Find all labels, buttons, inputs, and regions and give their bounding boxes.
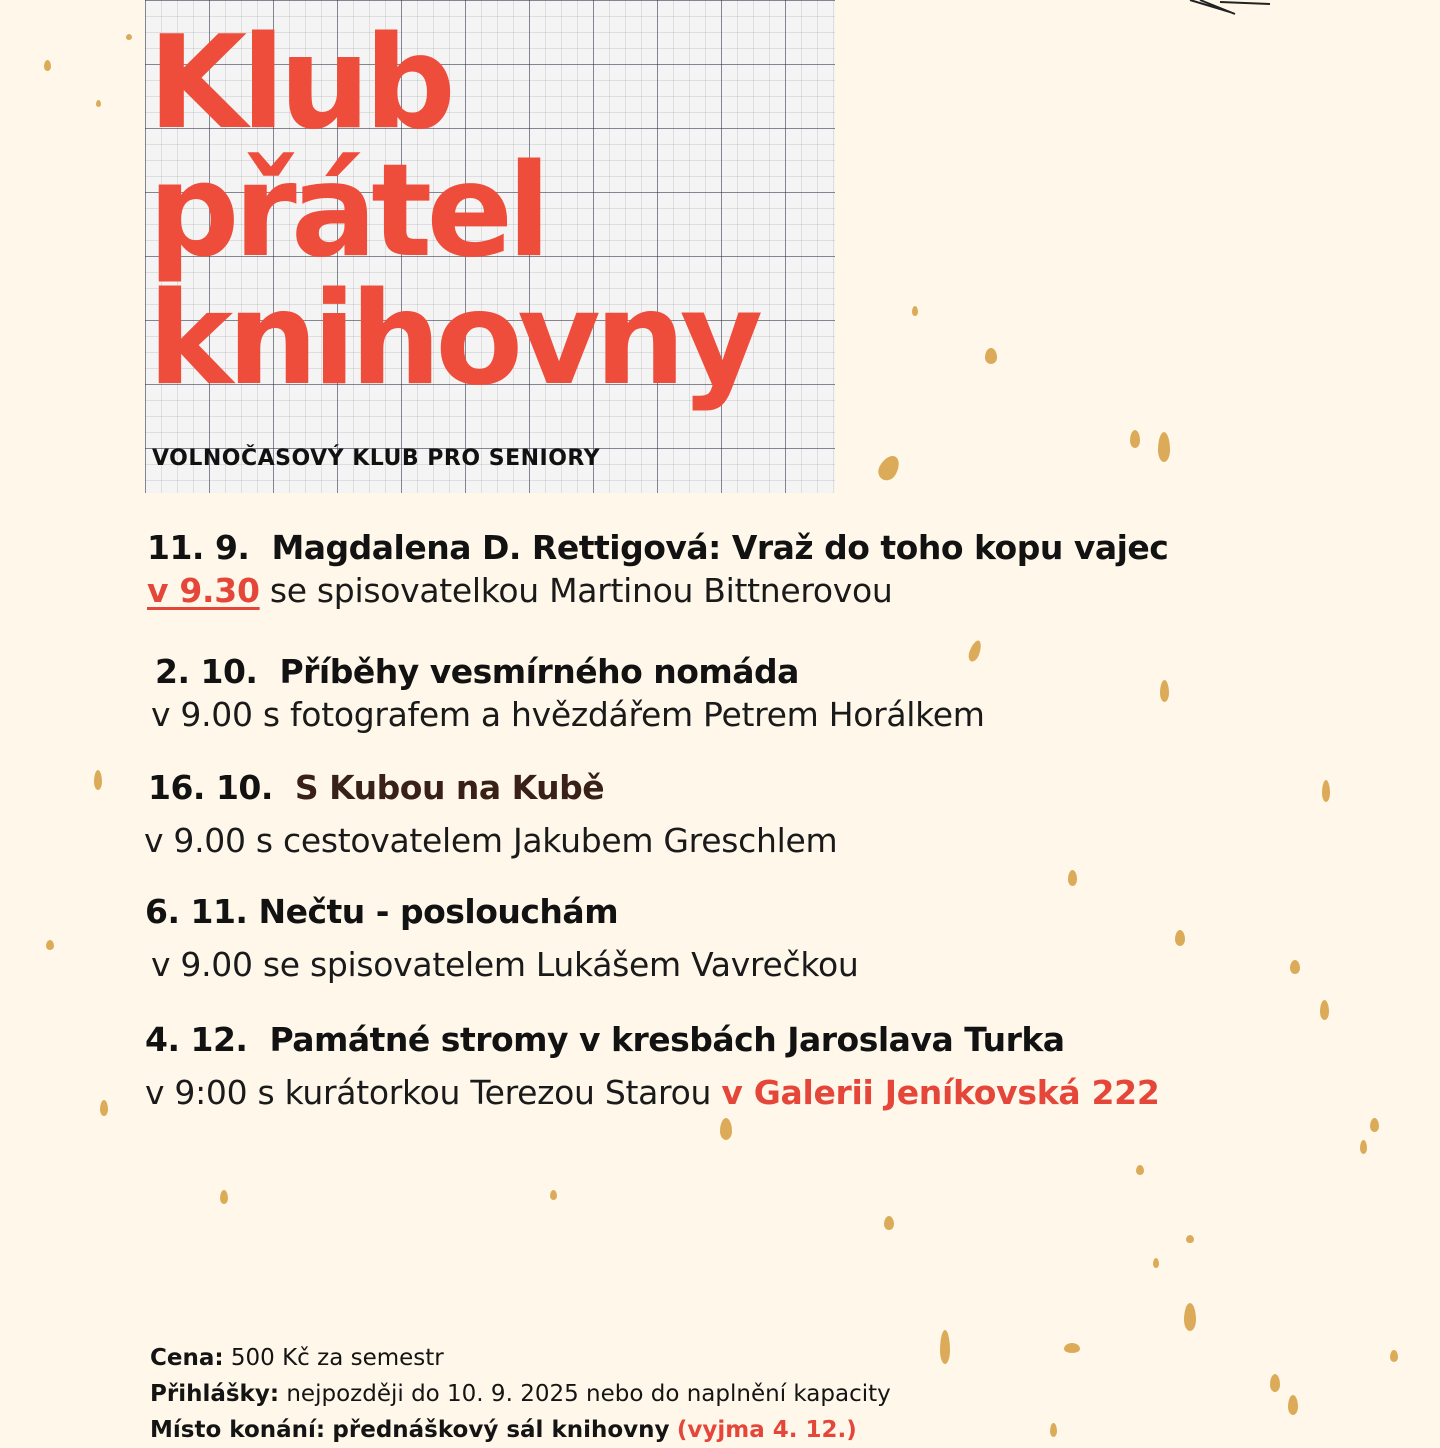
signup-value: nejpozději do 10. 9. 2025 nebo do naplnění kapacity [286, 1381, 891, 1407]
event-heading [155, 652, 985, 691]
signup-line [150, 1376, 891, 1412]
place-value: přednáškový sál knihovny [332, 1417, 670, 1443]
event-detail [151, 945, 858, 984]
event-title: Památné stromy v kresbách Jaroslava Turka [269, 1020, 1065, 1059]
price-label: Cena: [150, 1345, 224, 1371]
signup-label: Přihlášky: [150, 1381, 280, 1407]
event-time: v 9.00 [151, 695, 253, 734]
event-date: 4. 12. [145, 1020, 248, 1059]
event-time: v 9.00 [151, 945, 253, 984]
event-detail [147, 571, 1168, 610]
event-guest: se spisovatelkou Martinou Bittnerovou [269, 571, 893, 610]
event-item [145, 1020, 1159, 1112]
event-guest: s fotografem a hvězdářem Petrem Horálkem [262, 695, 985, 734]
title-line-2: přátel [148, 137, 545, 286]
poster-subtitle: VOLNOČASOVÝ KLUB PRO SENIORY [152, 446, 601, 471]
place-line [150, 1412, 891, 1448]
event-title: Příběhy vesmírného nomáda [279, 652, 799, 691]
event-item [147, 528, 1168, 610]
event-time: v 9.00 [144, 821, 246, 860]
event-heading [148, 768, 837, 807]
event-time: v 9.30 [147, 571, 260, 610]
event-heading [145, 1020, 1159, 1059]
title-line-3: knihovny [148, 265, 758, 414]
event-guest: s kurátorkou Terezou Starou [257, 1073, 712, 1112]
price-line [150, 1340, 891, 1376]
poster-title [148, 9, 758, 414]
place-label: Místo konání: [150, 1417, 326, 1443]
event-date: 11. 9. [147, 528, 250, 567]
event-date: 6. 11. [145, 892, 248, 931]
event-item [145, 892, 858, 984]
price-value: 500 Kč za semestr [230, 1345, 444, 1371]
event-time: v 9:00 [145, 1073, 248, 1112]
event-title: S Kubou na Kubě [294, 768, 605, 807]
event-venue-note: v Galerii Jeníkovská 222 [721, 1073, 1160, 1112]
title-line-1: Klub [148, 9, 450, 158]
event-heading [145, 892, 858, 931]
event-title: Nečtu - poslouchám [258, 892, 619, 931]
event-heading [147, 528, 1168, 567]
event-detail [151, 695, 985, 734]
event-detail [144, 821, 837, 860]
event-date: 16. 10. [148, 768, 273, 807]
place-note: (vyjma 4. 12.) [676, 1417, 857, 1443]
event-detail [145, 1073, 1159, 1112]
event-guest: se spisovatelem Lukášem Vavrečkou [262, 945, 859, 984]
event-date: 2. 10. [155, 652, 258, 691]
event-guest: s cestovatelem Jakubem Greschlem [255, 821, 838, 860]
event-item [151, 652, 985, 734]
info-footer [150, 1340, 891, 1448]
pencil-sketch-decoration [1180, 0, 1280, 16]
event-item [144, 768, 838, 860]
event-title: Magdalena D. Rettigová: Vraž do toho kopu vajec [271, 528, 1169, 567]
